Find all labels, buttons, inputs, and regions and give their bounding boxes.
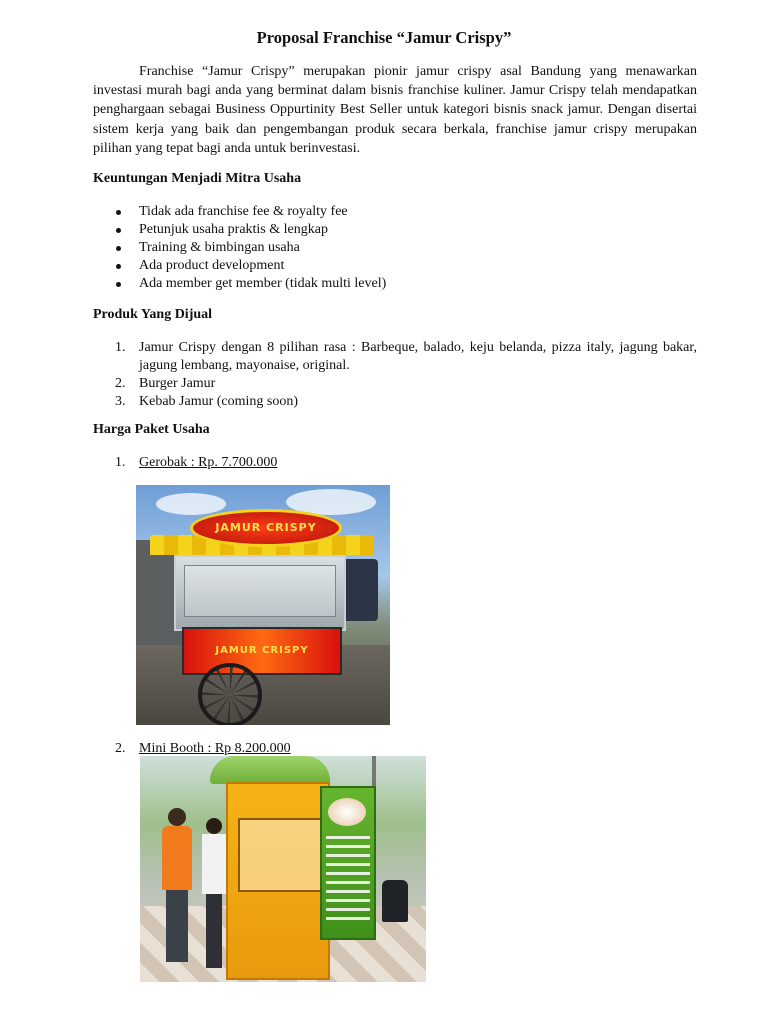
person xyxy=(202,818,226,968)
package-label: Gerobak : Rp. 7.700.000 xyxy=(139,455,278,470)
list-text: Jamur Crispy dengan 8 pilihan rasa : Barbeque, balado, keju belanda, pizza italy, jagung bakar, jagung lembang, mayonaise, original. xyxy=(139,340,697,373)
menu-lines xyxy=(326,836,370,926)
list-number: 2. xyxy=(115,741,126,756)
list-item: Ada product development xyxy=(93,257,697,275)
page-title: Proposal Franchise “Jamur Crispy” xyxy=(256,28,512,47)
list-item: Tidak ada franchise fee & royalty fee xyxy=(93,203,697,221)
mini-booth-photo xyxy=(140,756,426,982)
list-item: Ada member get member (tidak multi level) xyxy=(93,275,697,293)
list-item xyxy=(93,393,697,411)
cart-sign: JAMUR CRISPY xyxy=(190,509,342,547)
cart-banner: JAMUR CRISPY xyxy=(182,627,342,675)
benefits-heading: Keuntungan Menjadi Mitra Usaha xyxy=(93,171,302,186)
trash-bin xyxy=(382,880,408,922)
booth-menu-banner xyxy=(320,786,376,940)
booth-roof xyxy=(210,756,330,784)
cart-glass xyxy=(184,565,336,617)
packages-heading: Harga Paket Usaha xyxy=(93,422,210,437)
list-item: Training & bimbingan usaha xyxy=(93,239,697,257)
list-number: 1. xyxy=(115,340,126,355)
intro-paragraph: Franchise “Jamur Crispy” merupakan pionir jamur crispy asal Bandung yang menawarkan investasi murah bagi anda yang berminat dalam bisnis franchise kuliner. Jamur Crispy telah mendapatkan penghargaan sebagai Business Oppurtinity Best Seller untuk kategori bisnis snack jamur. Dengan disertai sistem kerja yang baik dan pengembangan produk secara berkala, franchise jamur crispy merupakan pilihan yang tepat bagi anda untuk berinvestasi. xyxy=(93,64,697,156)
products-list xyxy=(93,339,697,411)
list-number: 1. xyxy=(115,455,126,470)
products-heading: Produk Yang Dijual xyxy=(93,307,213,322)
list-text: Burger Jamur xyxy=(139,376,216,391)
cloud xyxy=(156,493,226,515)
list-item xyxy=(93,339,697,375)
list-number: 2. xyxy=(115,376,126,391)
booth-body xyxy=(226,782,330,980)
booth-window xyxy=(238,818,322,892)
list-text: Kebab Jamur (coming soon) xyxy=(139,394,299,409)
person xyxy=(160,808,194,968)
list-item xyxy=(93,454,697,472)
cart-photo xyxy=(136,485,390,725)
cart-body xyxy=(174,555,346,631)
list-item: Petunjuk usaha praktis & lengkap xyxy=(93,221,697,239)
benefits-list xyxy=(93,203,697,293)
list-item xyxy=(93,375,697,393)
package-item-1 xyxy=(93,454,697,472)
list-number: 3. xyxy=(115,394,126,409)
package-label: Mini Booth : Rp 8.200.000 xyxy=(139,741,291,756)
mushroom-logo xyxy=(328,798,366,826)
cart-wheel xyxy=(198,663,262,725)
